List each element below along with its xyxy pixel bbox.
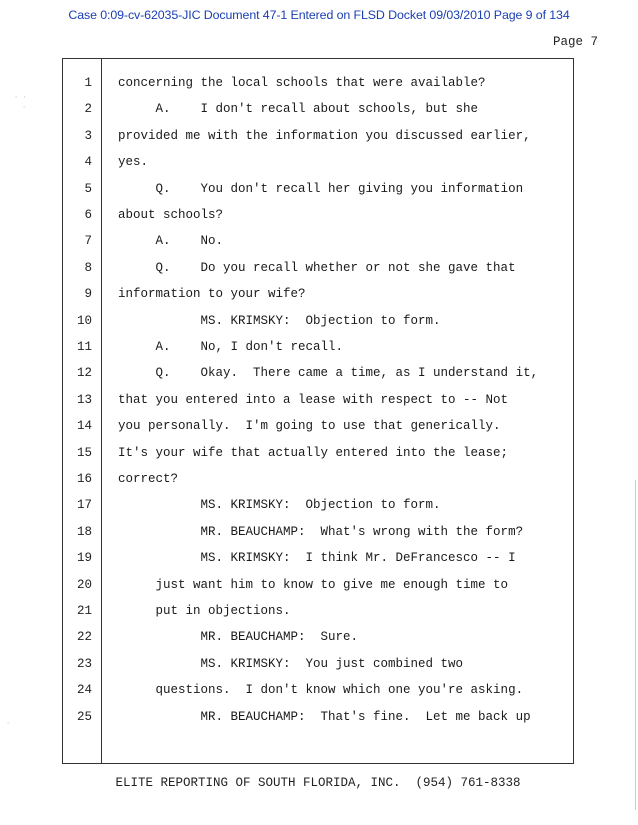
transcript-line-text: yes. — [118, 155, 149, 170]
line-number: 24 — [76, 683, 92, 698]
transcript-line-text: MR. BEAUCHAMP: Sure. — [118, 630, 359, 645]
transcript-line-text: MR. BEAUCHAMP: What's wrong with the form? — [118, 524, 524, 539]
line-number: 18 — [76, 524, 92, 539]
transcript-line-text: put in objections. — [118, 604, 291, 618]
scan-speck: · — [6, 720, 11, 728]
transcript-line-text: provided me with the information you discussed earlier, — [118, 128, 531, 143]
transcript-line-text: concerning the local schools that were available? — [118, 76, 486, 90]
page-label: Page 7 — [552, 35, 598, 49]
line-number: 5 — [84, 181, 92, 196]
case-header-stamp: Case 0:09-cv-62035-JIC Document 47-1 Entered on FLSD Docket 09/03/2010 Page 9 of 134 — [68, 8, 570, 22]
line-number: 1 — [84, 76, 92, 90]
transcript-line-text: about schools? — [118, 208, 224, 222]
transcript-line-text: MS. KRIMSKY: Objection to form. — [118, 313, 441, 328]
line-number: 14 — [76, 419, 92, 434]
line-number: 22 — [76, 630, 92, 645]
transcript-line-text: that you entered into a lease with respect to -- Not — [118, 392, 509, 407]
transcript-line-text: information to your wife? — [118, 287, 306, 302]
line-number: 20 — [76, 577, 92, 592]
scan-speck: · — [22, 104, 27, 112]
line-number: 17 — [76, 498, 92, 513]
footer-reporter: ELITE REPORTING OF SOUTH FLORIDA, INC. (954) 761-8338 — [115, 776, 521, 790]
transcript-line-text: MR. BEAUCHAMP: That's fine. Let me back up — [118, 709, 531, 724]
line-number: 7 — [84, 234, 92, 249]
line-number: 16 — [76, 472, 92, 486]
line-number: 23 — [76, 656, 92, 671]
line-number: 2 — [84, 102, 92, 117]
transcript-line-text: Q. Okay. There came a time, as I understand it, — [118, 366, 539, 381]
line-number: 10 — [76, 313, 92, 328]
line-number-divider — [101, 58, 102, 764]
line-number: 25 — [76, 709, 92, 724]
line-number: 15 — [76, 445, 92, 460]
scan-speck: · · — [14, 94, 27, 102]
transcript-line-text: Q. You don't recall her giving you information — [118, 181, 524, 196]
transcript-line-text: questions. I don't know which one you're asking. — [118, 683, 524, 698]
transcript-line-text: A. No, I don't recall. — [118, 340, 344, 354]
transcript-line-text: just want him to know to give me enough time to — [118, 577, 509, 592]
line-number: 21 — [76, 604, 92, 618]
line-number: 8 — [84, 260, 92, 275]
transcript-line-text: Q. Do you recall whether or not she gave that — [118, 260, 516, 275]
line-number: 19 — [76, 551, 92, 566]
transcript-line-text: MS. KRIMSKY: You just combined two — [118, 656, 464, 671]
line-number: 13 — [76, 392, 92, 407]
line-number: 3 — [84, 128, 92, 143]
transcript-line-text: correct? — [118, 472, 179, 486]
transcript-line-text: It's your wife that actually entered into the lease; — [118, 445, 509, 460]
line-number: 4 — [84, 155, 92, 170]
transcript-line-text: A. I don't recall about schools, but she — [118, 102, 479, 117]
scan-margin-mark — [635, 480, 636, 810]
line-number: 6 — [84, 208, 92, 222]
transcript-line-text: A. No. — [118, 234, 224, 249]
line-number: 11 — [76, 340, 92, 354]
transcript-line-text: MS. KRIMSKY: Objection to form. — [118, 498, 441, 513]
transcript-line-text: MS. KRIMSKY: I think Mr. DeFrancesco -- I — [118, 551, 516, 566]
transcript-line-text: you personally. I'm going to use that generically. — [118, 419, 501, 434]
line-number: 12 — [76, 366, 92, 381]
line-number: 9 — [84, 287, 92, 302]
